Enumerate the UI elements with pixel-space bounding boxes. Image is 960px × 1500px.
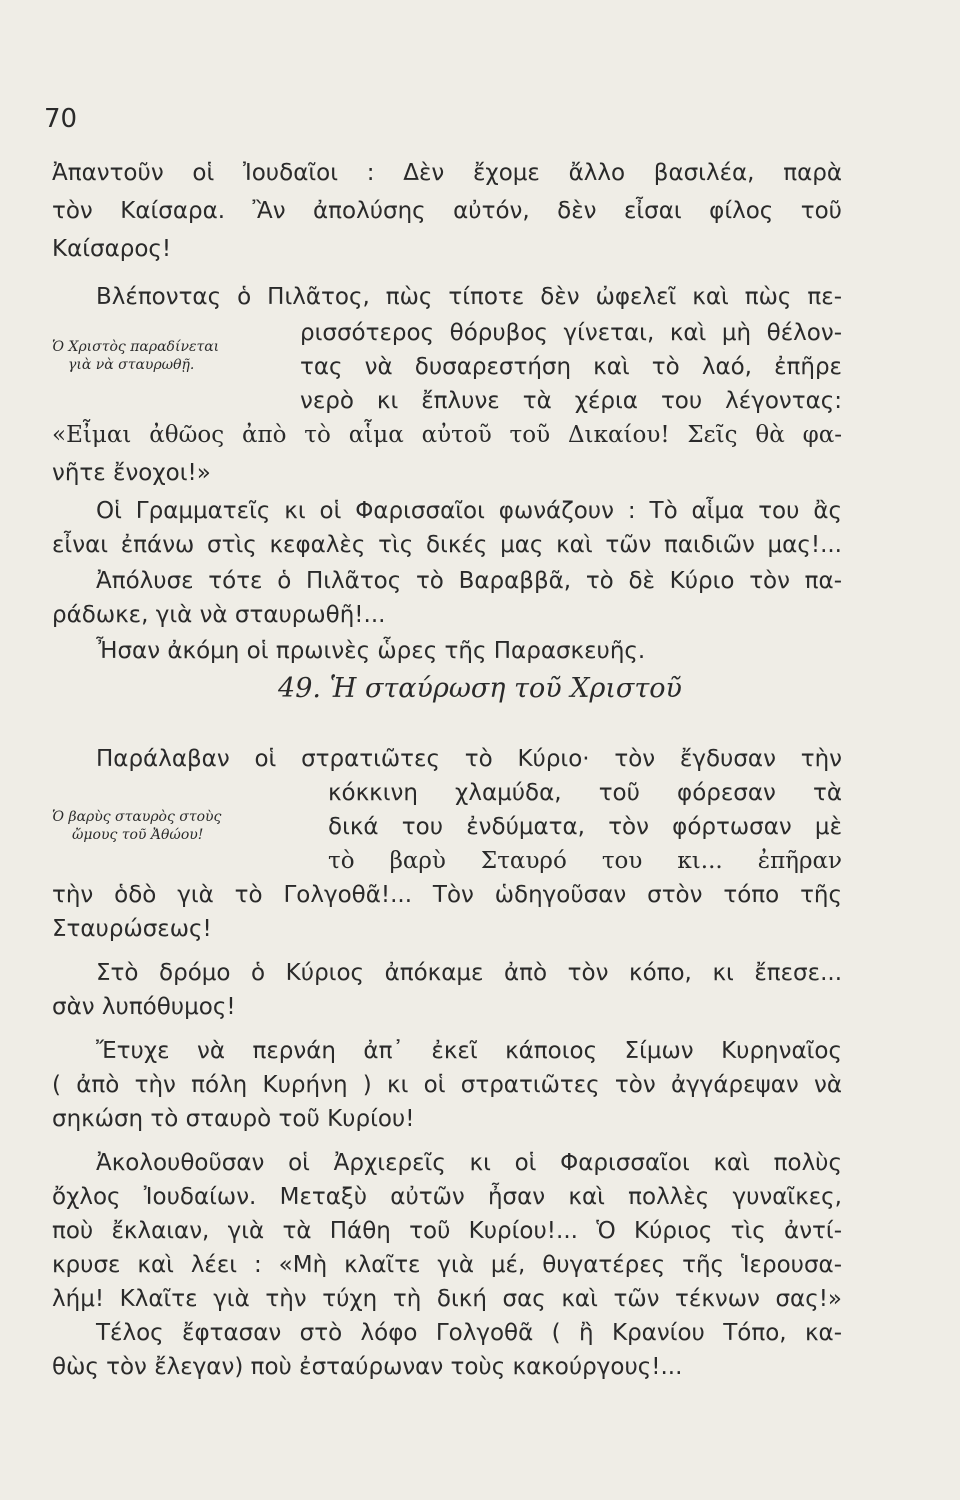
margin-note — [52, 808, 221, 844]
text-line: ποὺ ἔκλαιαν, γιὰ τὰ Πάθη τοῦ Κυρίου!... Ὁ Κύριος τὶς ἀντί- — [52, 1218, 842, 1244]
text-line: εἶναι ἐπάνω στὶς κεφαλὲς τὶς δικές μας καὶ τῶν παιδιῶν μας!... — [52, 532, 842, 558]
text-line: λήμ! Κλαῖτε γιὰ τὴν τύχη τὴ δική σας καὶ τῶν τέκνων σας!» — [52, 1286, 842, 1312]
text-line: τὴν ὁδὸ γιὰ τὸ Γολγοθᾶ!... Τὸν ὡδηγοῦσαν στὸν τόπο τῆς — [52, 882, 842, 908]
text-line: νερὸ κι ἔπλυνε τὰ χέρια του λέγοντας: — [300, 388, 842, 414]
text-line: Ἀκολουθοῦσαν οἱ Ἀρχιερεῖς κι οἱ Φαρισσαῖοι καὶ πολὺς — [96, 1150, 842, 1176]
text-line: Οἱ Γραμματεῖς κι οἱ Φαρισσαῖοι φωνάζουν : Τὸ αἷμα του ἂς — [96, 498, 842, 524]
text-line: νῆτε ἔνοχοι!» — [52, 460, 211, 486]
text-line: τὸν Καίσαρα. Ἂν ἀπολύσης αὐτόν, δὲν εἶσαι φίλος τοῦ — [52, 198, 842, 224]
text-line: Στὸ δρόμο ὁ Κύριος ἀπόκαμε ἀπὸ τὸν κόπο, κι ἔπεσε... — [96, 960, 842, 986]
text-line: Ἔτυχε νὰ περνάη ἀπ᾽ ἐκεῖ κάποιος Σίμων Κυρηναῖος — [96, 1038, 842, 1064]
text-line: Βλέποντας ὁ Πιλᾶτος, πὼς τίποτε δὲν ὠφελεῖ καὶ πὼς πε- — [96, 284, 842, 310]
text-line: Καίσαρος! — [52, 236, 172, 262]
text-line: τὸ βαρὺ Σταυρό του κι... ἐπῆραν — [328, 848, 842, 874]
text-line: σηκώση τὸ σταυρὸ τοῦ Κυρίου! — [52, 1106, 415, 1132]
text-line: Τέλος ἔφτασαν στὸ λόφο Γολγοθᾶ ( ἢ Κρανίου Τόπο, κα- — [96, 1320, 842, 1346]
text-line: δικά του ἐνδύματα, τὸν φόρτωσαν μὲ — [328, 814, 842, 840]
margin-note-line: ὤμους τοῦ Ἀθώου! — [72, 827, 204, 843]
text-line: ρισσότερος θόρυβος γίνεται, καὶ μὴ θέλον- — [300, 320, 842, 346]
section-heading: 49. Ἡ σταύρωση τοῦ Χριστοῦ — [278, 673, 682, 704]
text-line: Παράλαβαν οἱ στρατιῶτες τὸ Κύριο· τὸν ἔγδυσαν τὴν — [96, 746, 842, 772]
text-line: θὼς τὸν ἔλεγαν) ποὺ ἐσταύρωναν τοὺς κακούργους!... — [52, 1354, 683, 1380]
margin-note-line: Ὁ βαρὺς σταυρὸς στοὺς — [52, 809, 222, 825]
text-line: Σταυρώσεως! — [52, 916, 212, 942]
text-line: Ἀπαντοῦν οἱ Ἰουδαῖοι : Δὲν ἔχομε ἄλλο βασιλέα, παρὰ — [52, 160, 842, 186]
page-number: 70 — [44, 104, 78, 134]
text-line: σὰν λυπόθυμος! — [52, 994, 236, 1020]
text-line: κόκκινη χλαμύδα, τοῦ φόρεσαν τὰ — [328, 780, 842, 806]
text-line: «Εἶμαι ἀθῶος ἀπὸ τὸ αἷμα αὐτοῦ τοῦ Δικαίου! Σεῖς θὰ φα- — [52, 422, 842, 448]
margin-note-line: γιὰ νὰ σταυρωθῇ. — [68, 357, 195, 373]
margin-note-line: Ὁ Χριστὸς παραδίνεται — [52, 339, 220, 355]
text-line: Ἀπόλυσε τότε ὁ Πιλᾶτος τὸ Βαραββᾶ, τὸ δὲ Κύριο τὸν πα- — [96, 568, 842, 594]
text-line: ράδωκε, γιὰ νὰ σταυρωθῆ!... — [52, 602, 386, 628]
text-line: Ἦσαν ἀκόμη οἱ πρωινὲς ὧρες τῆς Παρασκευῆς. — [96, 638, 646, 664]
text-line: τας νὰ δυσαρεστήση καὶ τὸ λαό, ἐπῆρε — [300, 354, 842, 380]
text-line: ( ἀπὸ τὴν πόλη Κυρήνη ) κι οἱ στρατιῶτες τὸν ἀγγάρεψαν νὰ — [52, 1072, 842, 1098]
text-line: κρυσε καὶ λέει : «Μὴ κλαῖτε γιὰ μέ, θυγατέρες τῆς Ἱερουσα- — [52, 1252, 842, 1278]
margin-note — [52, 338, 219, 374]
text-line: ὄχλος Ἰουδαίων. Μεταξὺ αὐτῶν ἦσαν καὶ πολλὲς γυναῖκες, — [52, 1184, 842, 1210]
